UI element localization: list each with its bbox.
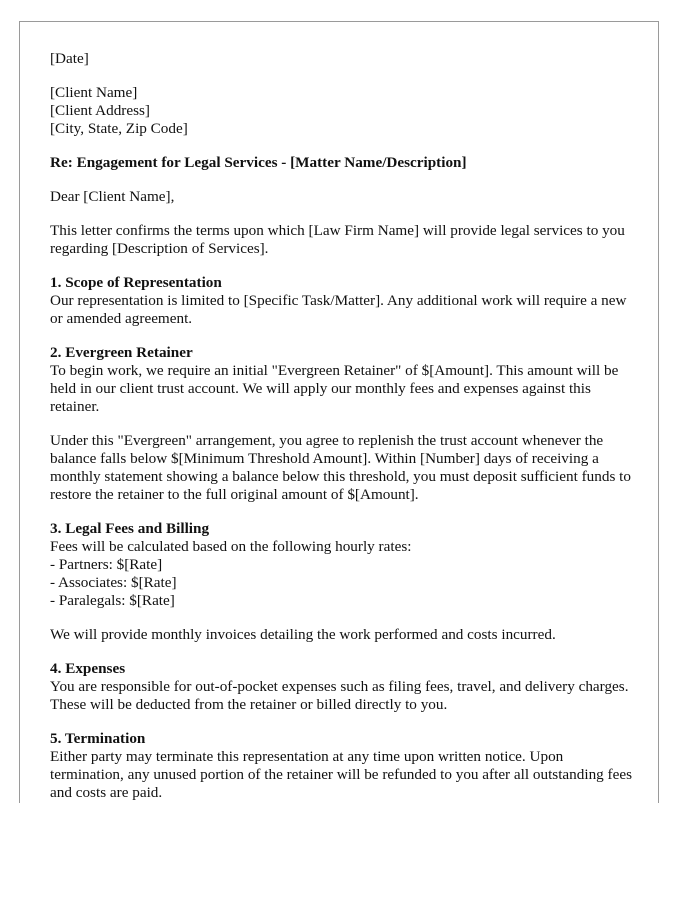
- fees-lead: Fees will be calculated based on the following hourly rates:: [50, 538, 412, 555]
- client-name: [Client Name]: [50, 84, 138, 101]
- client-address: [Client Address]: [50, 102, 150, 119]
- intro-paragraph: This letter confirms the terms upon which [Law Firm Name] will provide legal services to you regarding [Description of Services].: [50, 222, 625, 257]
- rate-paralegals: - Paralegals: $[Rate]: [50, 592, 175, 609]
- section-heading-scope: 1. Scope of Representation: [50, 274, 222, 291]
- section-paragraph-expenses: You are responsible for out-of-pocket expenses such as filing fees, travel, and delivery charges. These will be deducted from the retainer or billed directly to you.: [50, 678, 629, 713]
- section-paragraph-retainer-1: To begin work, we require an initial "Evergreen Retainer" of $[Amount]. This amount will be held in our client trust account. We will apply our monthly fees and expenses against this retainer.: [50, 362, 619, 415]
- letter-date: [Date]: [50, 50, 89, 67]
- section-heading-termination: 5. Termination: [50, 730, 146, 747]
- fees-invoice-note: We will provide monthly invoices detailing the work performed and costs incurred.: [50, 626, 556, 643]
- section-paragraph-retainer-2: Under this "Evergreen" arrangement, you agree to replenish the trust account whenever the balance falls below $[Minimum Threshold Amount]. Within [Number] days of receiving a monthly statement showing a balance below this threshold, you must deposit sufficient funds to restore the retainer to the full original amount of $[Amount].: [50, 432, 631, 503]
- rate-partners: - Partners: $[Rate]: [50, 556, 163, 573]
- section-heading-fees: 3. Legal Fees and Billing: [50, 520, 210, 537]
- letter-page: [19, 21, 659, 803]
- client-city-state-zip: [City, State, Zip Code]: [50, 120, 188, 137]
- salutation: Dear [Client Name],: [50, 188, 175, 205]
- section-paragraph-scope: Our representation is limited to [Specific Task/Matter]. Any additional work will require a new or amended agreement.: [50, 292, 627, 327]
- section-heading-retainer: 2. Evergreen Retainer: [50, 344, 193, 361]
- section-paragraph-termination: Either party may terminate this representation at any time upon written notice. Upon termination, any unused portion of the retainer will be refunded to you after all outstanding fees and costs are paid.: [50, 748, 633, 801]
- rate-associates: - Associates: $[Rate]: [50, 574, 177, 591]
- section-heading-expenses: 4. Expenses: [50, 660, 126, 677]
- letter-content: [50, 50, 640, 802]
- re-line: Re: Engagement for Legal Services - [Matter Name/Description]: [50, 154, 467, 171]
